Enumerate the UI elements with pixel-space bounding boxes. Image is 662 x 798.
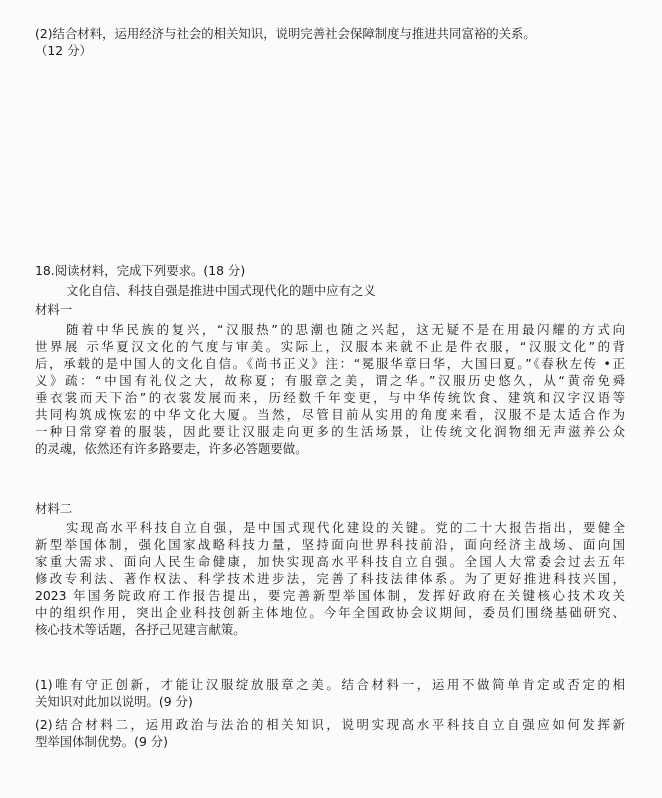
material2-line: 修改专利法、著作权法、科学技术进步法，完善了科技法律体系。为了更好推进科技兴国， <box>35 571 625 586</box>
material1-line: 一种日常穿着的服装，因此要让汉服走向更多的生活场景，让传统文化润物细无声滋养公众 <box>35 424 625 439</box>
material1-line: 后，承载的是中国人的文化自信。《尚书正义》注：“冕服华章曰华，大国曰夏。”《春秋左传 •正 <box>35 356 625 371</box>
material1-line: 义》疏：“中国有礼仪之大，故称夏；有服章之美，谓之华。”汉服历史悠久，从“黄帝免舜 <box>35 373 625 388</box>
material1-line: 随着中华民族的复兴，“汉服热”的思潮也随之兴起，这无疑不是在用最闪耀的方式向 <box>66 322 625 337</box>
q18-sub1-line: 关知识对此加以说明。(9 分) <box>35 694 193 709</box>
q18-subquestion-2 <box>35 716 625 750</box>
material1-line: 世界展 示华夏汉文化的气度与审美。实际上，汉服本来就不止是件衣服，“汉服文化”的背 <box>35 339 625 354</box>
q18-header: 18.阅读材料，完成下列要求。(18 分) <box>35 263 246 278</box>
material2-label: 材料二 <box>35 501 73 516</box>
material1-label: 材料一 <box>35 302 73 317</box>
material2-paragraph <box>35 519 625 638</box>
material1-line: 共同构筑成恢宏的中华文化大厦。当然，尽管目前从实用的角度来看，汉服不是太适合作为 <box>35 407 625 422</box>
material2-line: 实现高水平科技自立自强，是中国式现代化建设的关键。党的二十大报告指出，要健全 <box>66 520 625 535</box>
q17-part2-line: (2)结合材料，运用经济与社会的相关知识，说明完善社会保障制度与推进共同富裕的关系。 <box>35 26 536 41</box>
material2-line: 2023 年国务院政府工作报告提出，要完善新型举国体制，发挥好政府在关键核心技术攻关 <box>35 588 625 603</box>
material1-line: 垂衣裳而天下治”的衣裳发展而来，历经数千年变更，与中华传统饮食、建筑和汉字汉语等 <box>35 390 625 405</box>
material2-line: 核心技术等话题，各抒己见建言献策。 <box>35 622 246 637</box>
material2-line: 家重大需求、面向人民生命健康，加快实现高水平科技自立自强。全国人大常委会过去五年 <box>35 554 625 569</box>
q18-sub1-line: (1)唯有守正创新，才能让汉服绽放服章之美。结合材料一，运用不做简单肯定或否定的相 <box>35 677 625 692</box>
q17-part2 <box>35 25 536 59</box>
q18-sub2-line: 型举国体制优势。(9 分) <box>35 734 169 749</box>
material2-line: 中的组织作用，突出企业科技创新主体地位。今年全国政协会议期间，委员们围绕基础研究、 <box>35 605 625 620</box>
q18-subtitle: 文化自信、科技自强是推进中国式现代化的题中应有之义 <box>66 283 376 298</box>
q17-part2-score: （12 分） <box>35 43 92 58</box>
q18-sub2-line: (2)结合材料二，运用政治与法治的相关知识，说明实现高水平科技自立自强应如何发挥新 <box>35 717 625 732</box>
q18-subquestion-1 <box>35 676 625 710</box>
material1-line: 的灵魂，依然还有许多路要走，许多必答题要做。 <box>35 441 308 456</box>
material1-paragraph <box>35 321 625 457</box>
material2-line: 新型举国体制，强化国家战略科技力量，坚持面向世界科技前沿，面向经济主战场、面向国 <box>35 537 625 552</box>
